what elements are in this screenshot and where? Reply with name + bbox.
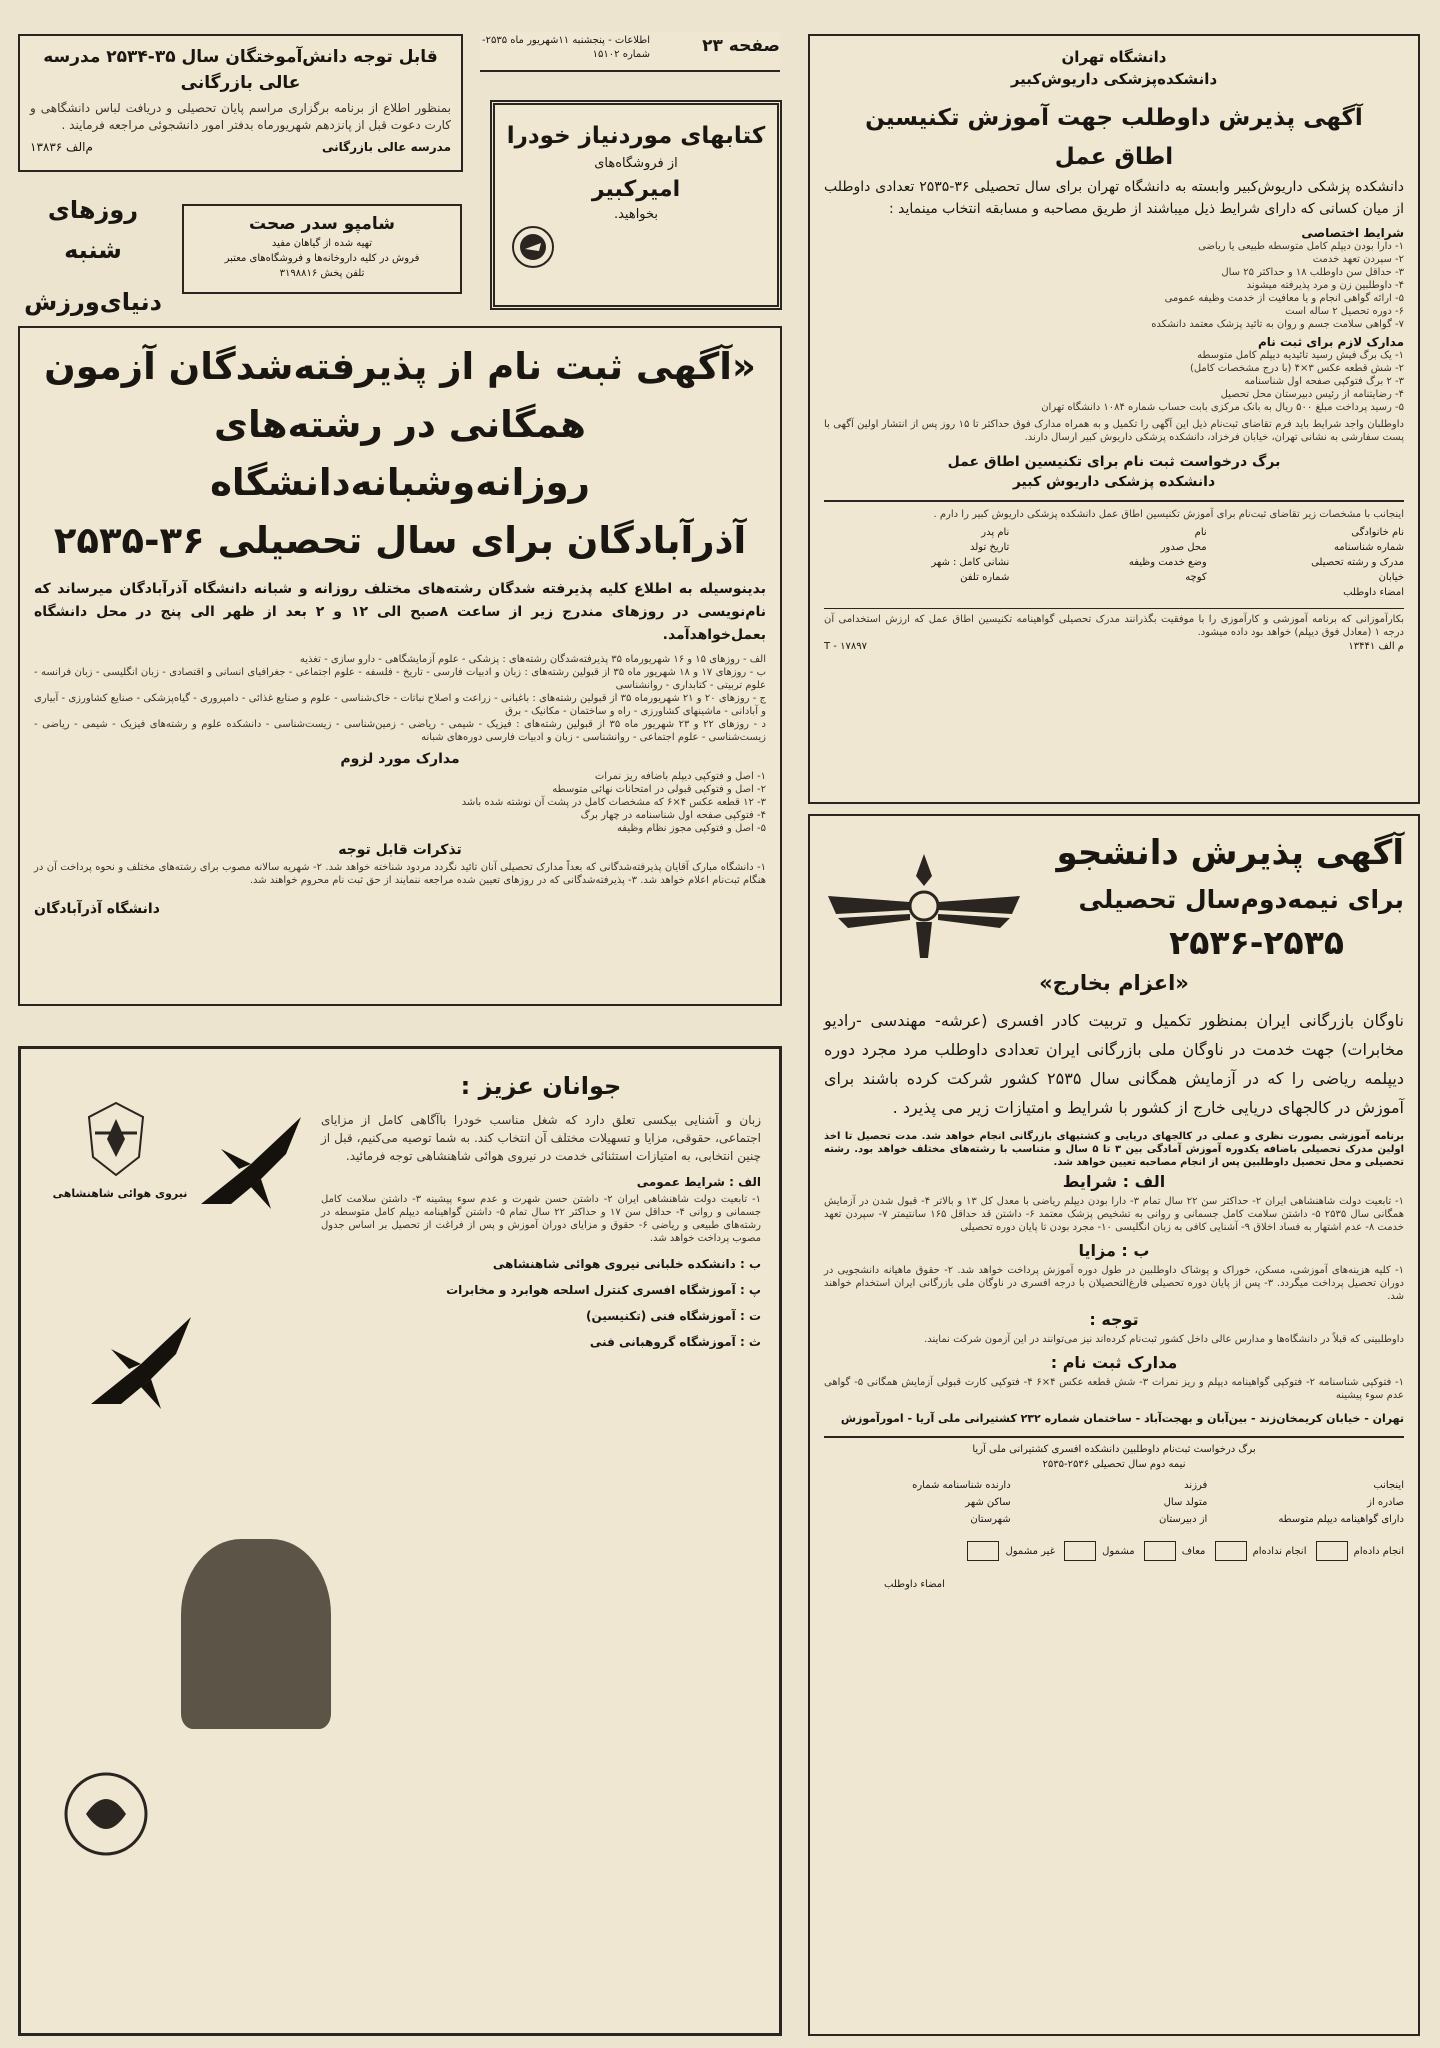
weekend-line-2: دنیای‌ورزش: [24, 288, 162, 316]
check-label: مشمول: [1102, 1546, 1135, 1557]
azarabadegan-headline-3: آذرآبادگان برای سال تحصیلی ۳۶-۲۵۳۵: [53, 519, 747, 562]
navy-program: برنامه آموزشی بصورت نظری و عملی در کالجهای دریایی و کشتیهای بازرگانی انجام خواهد شد. مدت تحصیل تا اخذ اولین مدرک تحصیلی باضافه یکدوره آموزش آمادگی بین ۳ تا ۵ سال و متناسب با رشته‌های مختلف خواهد بود. رشته تحصیلی و محل تحصیل داوطلبین پس از انجام مصاحبه تعیین خواهد شد.: [824, 1131, 1404, 1168]
navy-winged-emblem: [824, 846, 1024, 966]
daryoush-send-note: داوطلبان واجد شرایط باید فرم تقاضای ثبت‌نام ذیل این آگهی را تکمیل و به همراه مدارک فوق حداکثر تا ۱۵ روز پس از انتشار اولین آگهی با پست سفارشی به نشانی تهران، خیابان فرخزاد، دانشکده پزشکی داریوش کبیر ارسال دارند.: [824, 419, 1404, 443]
navy-application-form: [824, 1436, 1404, 1590]
navy-sign: امضاء داوطلب: [884, 1579, 945, 1590]
navy-check-not-subject[interactable]: [961, 1546, 1054, 1557]
shampoo-ad: [182, 204, 462, 294]
daryoush-conditions-title: شرایط اختصاصی: [1301, 226, 1404, 240]
azarabadegan-schedule-d: د - روزهای ۲۲ و ۲۳ شهریور ماه ۳۵ از قبولین رشته‌های : فیزیک - شیمی - ریاضی - زمین‌شناسی - زیست‌شناسی - دانشکده علوم و رشته‌های فیزیک - شیمی - ریاضی - زیست‌شناسی - علوم اجتماعی - روانشناسی - زبان و ادبیات فارسی دوره‌های شبانه: [34, 719, 767, 743]
daryoush-condition: ۱- دارا بودن دیپلم کامل متوسطه طبیعی یا ریاضی: [1198, 241, 1404, 252]
navy-address: تهران - خیابان کریمخان‌زند - بین‌آبان و بهجت‌آباد - ساختمان شماره ۲۳۲ کشتیرانی ملی آریا - امورآموزش: [840, 1412, 1404, 1425]
navy-conditions: ۱- تابعیت دولت شاهنشاهی ایران ۲- حداکثر سن ۲۲ سال تمام ۳- دارا بودن دیپلم ریاضی با معدل کل ۱۳ و بالاتر ۴- قبول شدن در آزمایش همگانی سال ۲۵۳۵ ۵- داشتن سلامت کامل جسمانی و روانی به تشخیص پزشک معتمد ۶- داشتن قد حداقل ۱۶۵ سانتیمتر ۷- سپردن تعهد خدمت ۸- عدم اشتهار به فساد اخلاق ۹- آشنایی کافی به زبان انگلیسی ۱۰- مجرد بودن تا پایان دوره تحصیلی: [824, 1196, 1405, 1233]
air-force-sec-a: الف : شرایط عمومی: [636, 1175, 761, 1189]
azarabadegan-headline-2: همگانی در رشته‌های روزانه‌وشبانه‌دانشگاه: [210, 403, 590, 504]
azarabadegan-schedule-c: ج - روزهای ۲۰ و ۲۱ شهریورماه ۳۵ از قبولین رشته‌های : باغبانی - زراعت و اصلاح نباتات - خاک‌شناسی - علوم و صنایع غذائی - دامپروری - گیاه‌پزشکی - صنایع کشاورزی - آبیاری و آبادانی - ماشینهای کشاورزی - راه و ساختمان - مکانیک - برق: [34, 693, 766, 717]
daryoush-school: دانشکده‌پزشکی داریوش‌کبیر: [1010, 70, 1218, 88]
air-force-sec-e: ث : آموزشگاه گروهبانی فنی: [589, 1335, 761, 1349]
daryoush-doc: ۲- شش قطعه عکس ۳×۴ (با درج مشخصات کامل): [1189, 363, 1404, 374]
daryoush-headline-1: آگهی پذیرش داوطلب جهت آموزش تکنیسین: [865, 105, 1363, 131]
azarabadegan-registration-notice: [18, 326, 782, 1006]
navy-headline-2: برای نیمه‌دوم‌سال تحصیلی: [1078, 885, 1404, 914]
bookstore-brand: امیرکبیر: [591, 177, 681, 202]
daryoush-doc: ۴- رضایتنامه از رئیس دبیرستان محل تحصیل: [1220, 389, 1404, 400]
checkbox[interactable]: [1215, 1541, 1247, 1561]
navy-form-field[interactable]: متولد سال: [1163, 1497, 1208, 1508]
navy-attention: داوطلبینی که قبلاً در دانشگاه‌ها و مدارس عالی داخل کشور ثبت‌نام کرده‌اند نیز می‌توانند در این آزمون شرکت نمایند.: [924, 1334, 1404, 1345]
daryoush-condition: ۷- گواهی سلامت جسم و روان به تائید پزشک معتمد دانشکده: [1151, 319, 1404, 330]
daryoush-form-intro: اینجانب با مشخصات زیر تقاضای ثبت‌نام برای آموزش تکنیسین اطاق عمل دانشکده پزشکی داریوش کبیر را دارم .: [933, 509, 1404, 520]
form-field-label[interactable]: محل صدور: [1160, 542, 1207, 553]
azarabadegan-doc-item: ۲- اصل و فتوکپی قبولی در امتحانات نهائی متوسطه: [552, 784, 766, 795]
daryoush-headline-2: اطاق عمل: [1054, 144, 1174, 170]
checkbox[interactable]: [967, 1541, 999, 1561]
daryoush-condition: ۵- ارائه گواهی انجام و یا معافیت از خدمت وظیفه عمومی: [1164, 293, 1404, 304]
commerce-graduates-notice: [18, 34, 463, 172]
check-label: غیر مشمول: [1005, 1546, 1055, 1557]
form-field-label[interactable]: تاریخ تولد: [970, 542, 1010, 553]
form-field-label[interactable]: امضاء داوطلب: [1343, 587, 1404, 598]
azarabadegan-docs-list: [34, 770, 766, 835]
navy-form-field[interactable]: از دبیرستان: [1158, 1514, 1208, 1525]
daryoush-kabir-notice: [808, 34, 1420, 804]
navy-check-not-done[interactable]: [1209, 1546, 1307, 1557]
bookstore-line-2: از فروشگاه‌های: [594, 156, 678, 171]
navy-check-subject[interactable]: [1058, 1546, 1135, 1557]
azarabadegan-doc-item: ۱- اصل و فتوکپی دیپلم باضافه ریز نمرات: [594, 771, 766, 782]
form-field-label[interactable]: نام: [1194, 527, 1207, 538]
air-force-recruitment-ad: [18, 1046, 782, 2036]
air-force-sec-b: ب : دانشکده خلبانی نیروی هوائی شاهنشاهی: [492, 1257, 761, 1271]
commerce-notice-code: م‌الف ۱۳۸۳۶: [30, 140, 93, 154]
daryoush-doc: ۱- یک برگ فیش رسید تائیدیه دیپلم کامل متوسطه: [1197, 350, 1404, 361]
navy-sec-c: توجه :: [1089, 1310, 1139, 1329]
form-field-label[interactable]: شماره شناسنامه: [1333, 542, 1404, 553]
navy-sec-a: الف : شرایط: [1062, 1172, 1166, 1191]
navy-form-title: برگ درخواست ثبت‌نام داوطلبین دانشکده افسری کشتیرانی ملی آریا: [972, 1444, 1256, 1455]
page-number: صفحه ۲۳: [702, 36, 780, 56]
daryoush-doc: ۵- رسید پرداخت مبلغ ۵۰۰ ریال به بانک مرکزی بابت حساب شماره ۱۰۸۴ دانشگاه تهران: [1041, 402, 1404, 413]
navy-form-field[interactable]: شهرستان: [970, 1514, 1011, 1525]
commerce-notice-title: قابل توجه دانش‌آموختگان سال ۳۵-۲۵۳۴ مدرسه عالی بازرگانی: [43, 47, 438, 93]
pilot-portrait: [181, 1539, 331, 1729]
shampoo-line-1: تهیه شده از گیاهان مفید: [271, 238, 373, 249]
air-force-emblem: [81, 1099, 151, 1179]
daryoush-condition: ۶- دوره تحصیل ۲ ساله است: [1285, 306, 1404, 317]
navy-form-field[interactable]: فرزند: [1184, 1480, 1208, 1491]
azarabadegan-signature: دانشگاه آذرآبادگان: [34, 901, 160, 917]
daryoush-application-form: [824, 500, 1404, 598]
daryoush-doc: ۳- ۲ برگ فتوکپی صفحه اول شناسنامه: [1244, 376, 1404, 387]
air-force-intro: زبان و آشنایی بیکسی تعلق دارد که شغل مناسب خودرا باآگاهی کامل از مزایای اجتماعی، حقوقی، مزایا و تسهیلات مختلف آن انتخاب کند. به شما توصیه می‌کنیم، قبل از چنین انتخابی، به امتیازات استثنائی خدمت در نیروی هوائی شاهنشاهی توجه فرمائید.: [321, 1113, 761, 1163]
daryoush-docs-title: مدارک لازم برای ثبت نام: [1257, 335, 1404, 349]
check-label: معاف: [1181, 1546, 1206, 1557]
form-field-label[interactable]: وضع خدمت وظیفه: [1128, 557, 1207, 568]
daryoush-code-2: ۱۷۸۹۷ - T: [824, 641, 867, 652]
weekend-sports-ad: [18, 190, 168, 316]
azarabadegan-doc-item: ۳- ۱۲ قطعه عکس ۴×۶ که مشخصات کامل در پشت آن نوشته شده باشد: [461, 797, 766, 808]
amirkabir-bookstore-ad: [490, 100, 782, 310]
form-field-label[interactable]: نشانی کامل : شهر: [931, 557, 1010, 568]
form-field-label[interactable]: مدرک و رشته تحصیلی: [1311, 557, 1404, 568]
navy-years: ۲۵۳۶-۲۵۳۵: [1169, 923, 1344, 962]
shampoo-line-2: فروش در کلیه داروخانه‌ها و فروشگاه‌های معتبر: [224, 253, 420, 264]
daryoush-intro: دانشکده پزشکی داریوش‌کبیر وابسته به دانشگاه تهران برای سال تحصیلی ۳۶-۲۵۳۵ تعدادی داوطلب از میان کسانی که دارای شرایط ذیل میباشند از طریق مصاحبه و مسابقه انتخاب مینماید :: [824, 179, 1405, 217]
navy-docs: ۱- فتوکپی شناسنامه ۲- فتوکپی گواهینامه دیپلم و ریز نمرات ۳- شش قطعه عکس ۴×۶ ۴- فتوکپی کارت قبولی آزمایش همگانی ۵- گواهی عدم سوء پیشینه: [824, 1377, 1405, 1401]
azarabadegan-headline-1: «آگهی ثبت نام از پذیرفته‌شدگان آزمون: [44, 345, 756, 388]
azarabadegan-notes-title: تذکرات قابل توجه: [338, 842, 462, 858]
azarabadegan-notes: ۱- دانشگاه مبارک آقایان پذیرفته‌شدگانی که بعداً مدارک تحصیلی آنان تائید نگردد مردود شناخته خواهد شد. ۲- شهریه سالانه مصوب برای رشته‌های مختلف و نحوه پرداخت آن در هنگام ثبت‌نام اعلام خواهد شد. ۳- پذیرفته‌شدگانی که در روزهای تعیین شده مراجعه ننمایند از حق ثبت نام محروم خواهند شد.: [34, 862, 766, 886]
checkbox[interactable]: [1316, 1541, 1348, 1561]
azarabadegan-schedule-b: ب - روزهای ۱۷ و ۱۸ شهریور ماه ۳۵ از قبولین رشته‌های : زبان و ادبیات فارسی - تاریخ - فلسفه - علوم اجتماعی - جغرافیای انسانی و اقتصادی - زبان انگلیسی - زبان فرانسه - علوم تربیتی - کتابداری - روانشناسی: [34, 667, 766, 691]
navy-form-field[interactable]: ساکن شهر: [965, 1497, 1011, 1508]
check-label: انجام نداده‌ام: [1252, 1546, 1307, 1557]
air-force-sec-d: ت : آموزشگاه فنی (تکنیسین): [586, 1309, 761, 1323]
navy-form-field[interactable]: اینجانب: [1373, 1480, 1404, 1491]
page-header: [480, 32, 780, 72]
navy-benefits: ۱- کلیه هزینه‌های آموزشی، مسکن، خوراک و پوشاک داوطلبین در طول دوره آموزش پرداخت خواهد شد. ۲- حقوق ماهیانه دانشجویی در دوران تحصیل پرداخت میگردد. ۳- پس از پایان دوره تحصیلی فارغ‌التحصیلان با درجه افسری در ناوگان ملی بازرگانی ایران استخدام خواهند شد.: [824, 1265, 1405, 1302]
checkbox[interactable]: [1144, 1541, 1176, 1561]
checkbox[interactable]: [1064, 1541, 1096, 1561]
check-label: انجام داده‌ام: [1353, 1546, 1404, 1557]
form-field-label[interactable]: کوچه: [1185, 572, 1207, 583]
azarabadegan-doc-item: ۴- فتوکپی صفحه اول شناسنامه در چهار برگ: [580, 810, 766, 821]
commerce-notice-body: بمنظور اطلاع از برنامه برگزاری مراسم پایان تحصیلی و دریافت لباس دانشگاهی و کارت دعوت قبل از پانزدهم شهریورماه بدفتر امور دانشجوئی مراجعه فرمایند .: [30, 101, 451, 132]
navy-form-field[interactable]: صادره از: [1367, 1497, 1404, 1508]
navy-intro: ناوگان بازرگانی ایران بمنظور تکمیل و تربیت کادر افسری (عرشه- مهندسی -رادیو مخابرات) جهت خدمت در ناوگان ملی بازرگانی ایران تعدادی داوطلب مرد مجرد دوره دیپلمه ریاضی را که در آزمایش همگانی سال ۲۵۳۵ کشور شرکت کرده باشند برای آموزش در کالجهای دریایی خارج از کشور با شرایط و امتیازات زیر می پذیرد .: [824, 1011, 1404, 1117]
weekend-line-1: روزهای شنبه: [47, 196, 139, 264]
navy-form-sub: نیمه دوم سال تحصیلی ۲۵۳۶-۲۵۳۵: [1042, 1459, 1186, 1470]
daryoush-code-1: م الف ۱۳۴۴۱: [1348, 641, 1404, 652]
azarabadegan-intro: بدینوسیله به اطلاع کلیه پذیرفته شدگان رشته‌های مختلف روزانه و شبانه دانشگاه آذرآبادگان میرساند که نام‌نویسی در روزهای مندرج زیر از ساعت ۸صبح الی ۱۲ و ۲ بعد از ظهر الی پنج در محل دانشگاه بعمل‌خواهد‌آمد.: [34, 581, 766, 643]
daryoush-form-title: برگ درخواست ثبت نام برای تکنیسین اطاق عمل: [947, 454, 1281, 470]
jet-icon: [191, 1109, 311, 1219]
shampoo-title: شامپو سدر صحت: [248, 214, 396, 234]
navy-sec-b: ب : مزایا: [1078, 1241, 1150, 1260]
form-field-label[interactable]: نام خانوادگی: [1351, 527, 1404, 538]
form-field-label[interactable]: خیابان: [1378, 572, 1404, 583]
shampoo-line-3: تلفن پخش ۳۱۹۸۸۱۶: [279, 268, 365, 279]
air-force-org-label: نیروی هوائی شاهنشاهی: [52, 1187, 188, 1200]
jet-icon: [81, 1309, 201, 1419]
navy-abroad: «اعزام بخارج»: [1039, 971, 1189, 995]
navy-form-field[interactable]: دارای گواهینامه دیپلم متوسطه: [1278, 1514, 1404, 1525]
daryoush-form-subtitle: دانشکده پزشکی داریوش کبیر: [1012, 474, 1216, 490]
daryoush-condition: ۲- سپردن تعهد خدمت: [1312, 254, 1404, 265]
azarabadegan-doc-item: ۵- اصل و فتوکپی مجوز نظام وظیفه: [616, 823, 766, 834]
air-force-heading: جوانان عزیز :: [460, 1072, 622, 1100]
navy-form-field[interactable]: دارنده شناسنامه شماره: [912, 1480, 1011, 1491]
form-field-label[interactable]: شماره تلفن: [960, 572, 1010, 583]
commerce-notice-footer: مدرسه عالی بازرگانی: [321, 140, 451, 154]
navy-check-done[interactable]: [1310, 1546, 1404, 1557]
bookstore-line-4: بخواهید.: [613, 207, 659, 222]
merchant-navy-notice: [808, 814, 1420, 2036]
navy-sec-d: مدارک ثبت نام :: [1050, 1353, 1178, 1372]
bookstore-title: کتابهای موردنیاز خودرا: [506, 123, 766, 149]
azarabadegan-docs-title: مدارک مورد لزوم: [340, 751, 460, 767]
amirkabir-logo: [511, 225, 555, 269]
air-force-body: ۱- تابعیت دولت شاهنشاهی ایران ۲- داشتن حسن شهرت و عدم سوء پیشینه ۳- داشتن سلامت کامل جسمانی و روانی ۴- حداقل سن ۱۷ و حداکثر ۲۲ سال تمام ۵- داشتن گواهینامه دیپلم کامل متوسطه در رشته‌های طبیعی و ریاضی ۶- حقوق و مزایای دوران آموزش و پس از فراغت از تحصیل بر اساس جدول مصوب پرداخت خواهد شد.: [321, 1194, 762, 1244]
daryoush-closing: بکارآموزانی که برنامه آموزشی و کارآموزی را با موفقیت بگذرانند مدرک تحصیلی گواهینامه تکنیسین اطاق عمل که ارزش استخدامی آن درجه ۱ (معادل فوق دیپلم) خواهد بود داده میشود.: [824, 608, 1404, 639]
air-force-sec-c: پ : آموزشگاه افسری کنترل اسلحه هوابرد و مخابرات: [446, 1283, 761, 1297]
navy-headline-1: آگهی پذیرش دانشجو: [1056, 833, 1404, 873]
form-field-label[interactable]: نام پدر: [981, 527, 1010, 538]
azarabadegan-schedule-a: الف - روزهای ۱۵ و ۱۶ شهریورماه ۳۵ پذیرفته‌شدگان رشته‌های : پزشکی - علوم آزمایشگاهی - دارو سازی - تغذیه: [299, 654, 766, 665]
issue-line: اطلاعات - پنجشنبه ۱۱شهریور ماه ۲۵۳۵- شماره ۱۵۱۰۲: [482, 35, 650, 60]
daryoush-condition: ۴- داوطلبین زن و مرد پذیرفته میشوند: [1246, 280, 1404, 291]
round-emblem-icon: [61, 1769, 151, 1859]
daryoush-uni: دانشگاه تهران: [1061, 48, 1167, 66]
navy-check-exempt[interactable]: [1138, 1546, 1206, 1557]
daryoush-condition: ۳- حداقل سن داوطلب ۱۸ و حداکثر ۲۵ سال: [1221, 267, 1404, 278]
